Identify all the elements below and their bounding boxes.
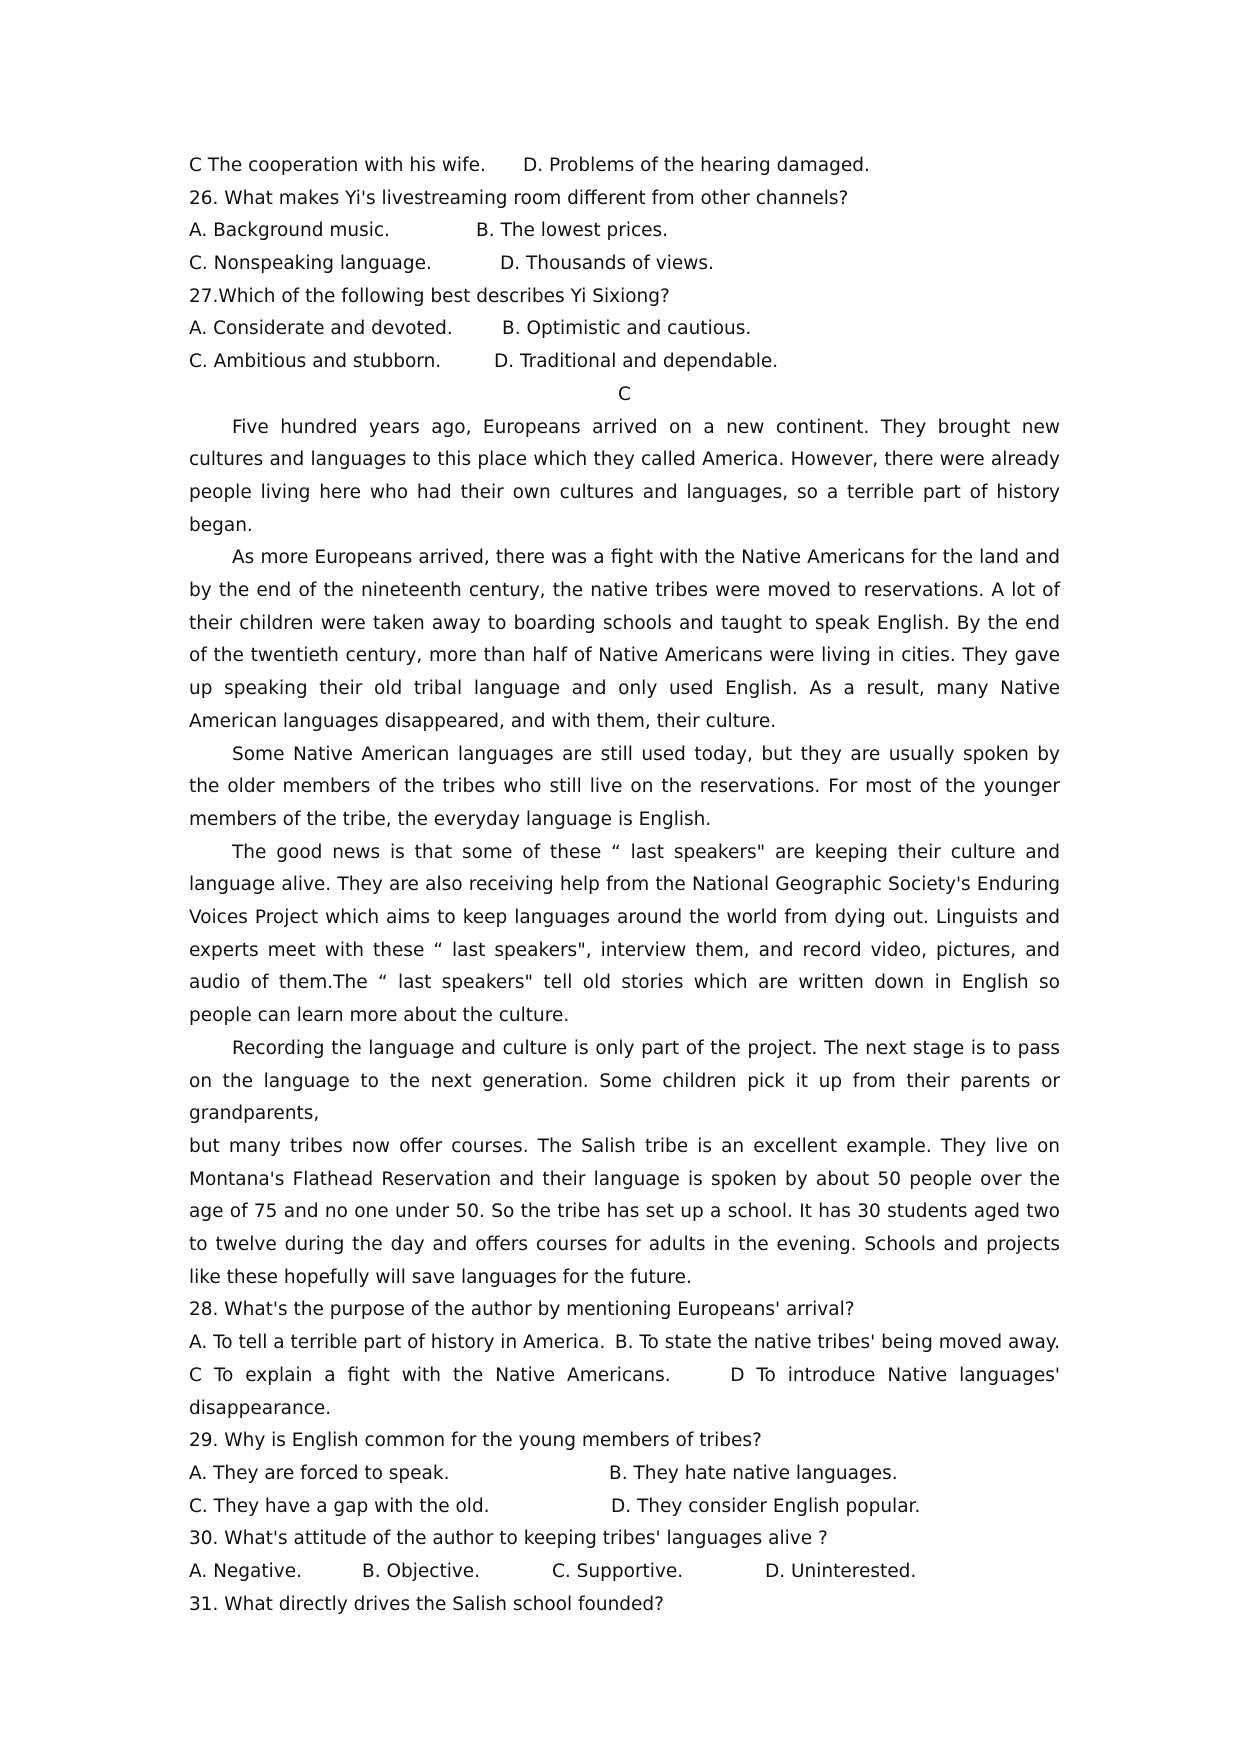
passage-paragraph-6: but many tribes now offer courses. The Salish tribe is an excellent example. They live on Montana's Flathead Reservation and their language is spoken by about 50 people over the age of 75 and no one under 50. So the tribe has set up a school. It has 30 students aged two to twelve during the day and offers courses for adults in the evening. Schools and projects like these hopefully will save languages for the future. — [189, 1135, 1060, 1288]
passage-paragraph-4: The good news is that some of these “ last speakers" are keeping their culture and language alive. They are also receiving help from the National Geographic Society's Enduring Voices Project which aims to keep languages around the world from dying out. Linguists and experts meet with these “ last speakers", interview them, and record video, pictures, and audio of them.The “ last speakers" tell old stories which are written down in English so people can learn more about the culture. — [189, 841, 1060, 1027]
option-b: B. To state the native tribes' being moved away. — [614, 1332, 1060, 1354]
option-a: A. Considerate and devoted. — [189, 318, 453, 340]
option-c: C. Nonspeaking language. — [189, 253, 432, 275]
question-30-options — [189, 1556, 1060, 1589]
option-a: A. They are forced to speak. — [189, 1462, 450, 1484]
question-29: 29. Why is English common for the young members of tribes? — [189, 1430, 762, 1452]
option-d: D. Problems of the hearing damaged. — [523, 155, 870, 176]
option-d: D. Traditional and dependable. — [494, 351, 779, 373]
question-30: 30. What's attitude of the author to keeping tribes' languages alive ? — [189, 1528, 828, 1550]
option-b: B. They hate native languages. — [609, 1462, 898, 1484]
option-a: A. Negative. — [189, 1561, 302, 1583]
option-c: C. Ambitious and stubborn. — [189, 351, 442, 373]
option-b: B. Optimistic and cautious. — [502, 318, 752, 340]
question-25-options-cd — [189, 150, 1060, 183]
question-31: 31. What directly drives the Salish school founded? — [189, 1593, 664, 1615]
option-c: C. Supportive. — [552, 1561, 684, 1583]
question-28: 28. What's the purpose of the author by mentioning Europeans' arrival? — [189, 1299, 855, 1321]
question-27-options-ab — [189, 313, 1060, 346]
question-26: 26. What makes Yi's livestreaming room different from other channels? — [189, 187, 849, 209]
question-29-options-cd — [189, 1491, 1060, 1524]
passage-paragraph-1: Five hundred years ago, Europeans arrived on a new continent. They brought new cultures and languages to this place which they called America. However, there were already people living here who had their own cultures and languages, so a terrible part of history began. — [189, 416, 1060, 536]
passage-paragraph-5: Recording the language and culture is only part of the project. The next stage is to pass on the language to the next generation. Some children pick it up from their parents or grandparents, — [189, 1037, 1060, 1125]
option-b: B. Objective. — [362, 1561, 481, 1583]
question-29-options-ab — [189, 1458, 1060, 1491]
section-heading: C — [618, 383, 631, 405]
option-a: A. To tell a terrible part of history in America. — [189, 1332, 606, 1354]
option-c: C The cooperation with his wife. — [189, 155, 486, 176]
option-d: D. Uninterested. — [765, 1561, 917, 1583]
question-26-options-ab — [189, 215, 1060, 248]
question-26-options-cd — [189, 248, 1060, 281]
document-page — [189, 150, 1060, 1621]
option-d: D. They consider English popular. — [611, 1495, 921, 1517]
option-a: A. Background music. — [189, 220, 390, 242]
passage-paragraph-2: As more Europeans arrived, there was a fight with the Native Americans for the land and by the end of the nineteenth century, the native tribes were moved to reservations. A lot of their children were taken away to boarding schools and taught to speak English. By the end of the twentieth century, more than half of Native Americans were living in cities. They gave up speaking their old tribal language and only used English. As a result, many Native American languages disappeared, and with them, their culture. — [189, 547, 1060, 732]
option-d: D To introduce Native languages' disappearance. — [189, 1364, 1060, 1419]
option-c: C. They have a gap with the old. — [189, 1495, 490, 1517]
passage-paragraph-3: Some Native American languages are still used today, but they are usually spoken by the older members of the tribes who still live on the reservations. For most of the younger members of the tribe, the everyday language is English. — [189, 743, 1060, 830]
question-27: 27.Which of the following best describes Yi Sixiong? — [189, 285, 670, 307]
option-d: D. Thousands of views. — [500, 253, 714, 275]
option-b: B. The lowest prices. — [476, 220, 669, 242]
option-c: C To explain a fight with the Native Americans. — [189, 1364, 671, 1386]
question-27-options-cd — [189, 346, 1060, 379]
question-28-options-ab — [189, 1327, 1060, 1360]
question-28-options-cd — [189, 1360, 1060, 1425]
